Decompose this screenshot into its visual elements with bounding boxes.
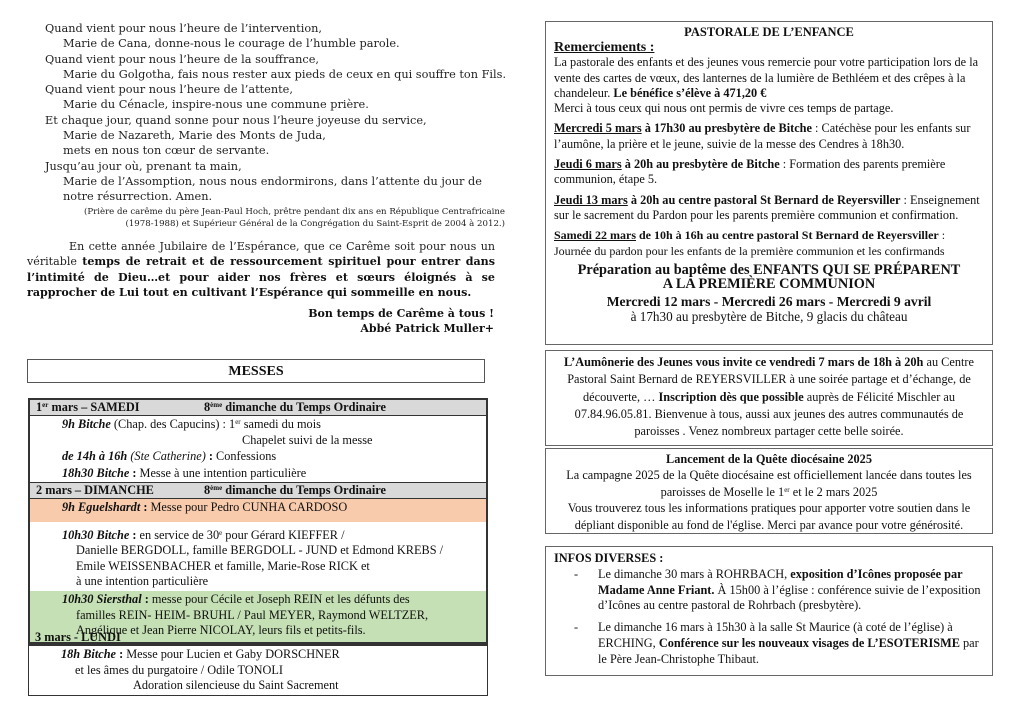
- bullet-dash-icon: -: [574, 566, 579, 581]
- thanks-paragraph: La pastorale des enfants et des jeunes vous remercie pour votre participation lors de la vente des cartes de vœux, des lanternes de la lumière de Bethléem et des crêpes à la chandeleur. Le bénéfice s’élève à 471,20 € Merci à tous ceux qui nous ont permis de vivre ces temps de partage.: [554, 55, 979, 116]
- day-liturgy: 8ème dimanche du Temps Ordinaire: [204, 483, 386, 498]
- bapteme-heading: Préparation au baptême des ENFANTS QUI SE PRÉPARENT A LA PREMIÈRE COMMUNION: [577, 261, 961, 293]
- day-date: 2 mars – DIMANCHE: [36, 483, 154, 498]
- prayer-line: Quand vient pour nous l’heure de l’attente,: [45, 83, 293, 97]
- mass-entry: 10h30 Bitche : en service de 30e pour Gérard KIEFFER / Danielle BERGDOLL, famille BERGDOLL - JUND et Edmond KREBS / Emile WEISSENBACHER et famille, Marie-Rose RICK et à une intention particulière: [62, 527, 444, 589]
- infos-diverses-box: [545, 546, 993, 676]
- bapteme-place: à 17h30 au presbytère de Bitche, 9 glacis du château: [630, 309, 908, 325]
- box-title: INFOS DIVERSES :: [554, 551, 664, 565]
- messes-table-monday: [28, 630, 488, 696]
- infos-list: [554, 567, 984, 668]
- quete-line: Vous trouverez tous les informations pratiques pour apporter votre soutien dans le dépliant disponible au fond de l'église. Merci par avance pour votre générosité.: [567, 501, 971, 532]
- event-item: Jeudi 6 mars à 20h au presbytère de Bitche : Formation des parents première communion, étape 5.: [554, 157, 946, 187]
- mass-entry-highlighted: 10h30 Siersthal : messe pour Cécile et Joseph REIN et les défunts des familles REIN- HEIM- BRUHL / Paul MEYER, Raymond WELTZER, Angélique et Jean Pierre NICOLAY, leurs fils et petits-fils.: [30, 591, 486, 643]
- signature-block: [308, 306, 494, 336]
- event-item: Samedi 22 mars de 10h à 16h au centre pastoral St Bernard de Reyersviller : Journée du pardon pour les enfants de la première communion et les confirmands: [554, 228, 946, 258]
- box-title: PASTORALE DE L’ENFANCE: [684, 25, 854, 39]
- day-header-dimanche: [30, 482, 486, 499]
- prayer-line: Et chaque jour, quand sonne pour nous l’heure joyeuse du service,: [45, 113, 427, 127]
- exhortation-bold: temps de retrait et de ressourcement spirituel pour entrer dans l’intimité de Dieu…et pour aider nos frères et sœurs éloignés à se rapprocher de Lui tout en cultivant l’Espérance qui sommeille en nous.: [27, 255, 495, 300]
- messes-table: [28, 398, 488, 646]
- aumonerie-box: L’Aumônerie des Jeunes vous invite ce vendredi 7 mars de 18h à 20h au Centre Pastoral Saint Bernard de REYERSVILLER à une soirée partage et d’échange, de découverte, … Inscription dès que possible auprès de Félicité Mischler au 07.84.96.05.81. Bienvenue à tous, aussi aux jeunes des autres communautés de paroisses . Venez nombreux partager cette belle soirée.: [545, 350, 993, 446]
- day-date: 1er mars – SAMEDI: [36, 400, 140, 414]
- prayer-line: Marie de Nazareth, Marie des Monts de Juda,: [63, 129, 326, 143]
- event-item: Jeudi 13 mars à 20h au centre pastoral St Bernard de Reyersviller : Enseignement sur le sacrement du Pardon pour les parents première communion et confirmation.: [554, 192, 980, 222]
- remerciements-heading: Remerciements :: [554, 40, 655, 56]
- day-liturgy: 8ème dimanche du Temps Ordinaire: [204, 400, 386, 414]
- signoff: Bon temps de Carême à tous !: [308, 307, 494, 320]
- prayer-line: Marie du Cénacle, inspire-nous une commune prière.: [63, 98, 369, 112]
- pastorale-enfance-box: [545, 21, 993, 345]
- mass-entry: 9h Bitche (Chap. des Capucins) : 1er samedi du mois Chapelet suivi de la messe: [62, 417, 373, 447]
- bapteme-dates: Mercredi 12 mars - Mercredi 26 mars - Mercredi 9 avril: [606, 293, 932, 309]
- bullet-dash-icon: -: [574, 620, 579, 635]
- mass-entry: 18h Bitche : Messe pour Lucien et Gaby DORSCHNER et les âmes du purgatoire / Odile TONOLI Adoration silencieuse du Saint Sacrement: [61, 647, 340, 693]
- info-item: - Le dimanche 16 mars à 15h30 à la salle St Maurice (à coté de l’église) à ERCHING, Conférence sur les nouveaux visages de L’ESOTERISME par le Père Jean-Christophe Thibaut.: [574, 620, 979, 666]
- info-item: - Le dimanche 30 mars à ROHRBACH, exposition d’Icônes proposée par Madame Anne Friant. À 15h00 à l’église : conférence suivie de l’exposition d’Icônes au centre pastoral de Rohrbach (presbytère).: [574, 566, 981, 613]
- signature: Abbé Patrick Muller+: [360, 322, 494, 335]
- prayer-line: Marie de l’Assomption, nous nous endormirons, dans l’attente du jour de notre résurrection. Amen.: [63, 174, 482, 204]
- messes-title: MESSES: [27, 359, 485, 383]
- prayer-citation: [45, 207, 505, 230]
- mass-entry: 18h30 Bitche : Messe à une intention particulière: [62, 465, 307, 480]
- exhortation-intro: En cette année Jubilaire de l’Espérance, que ce Carême soit pour nous un véritable: [27, 240, 495, 269]
- citation-line: (Prière de carême du père Jean-Paul Hoch, prêtre pendant dix ans en République Centrafricaine: [84, 207, 505, 217]
- event-item: Mercredi 5 mars à 17h30 au presbytère de Bitche : Catéchèse pour les enfants sur l’aumône, la prière et le jeune, suivie de la messe des Cendres à 18h30.: [554, 121, 971, 151]
- quete-diocesaine-box: [545, 448, 993, 534]
- prayer-line: Marie du Golgotha, fais nous rester aux pieds de ceux en qui souffre ton Fils.: [63, 67, 507, 81]
- prayer-line: Quand vient pour nous l’heure de la souffrance,: [45, 52, 319, 66]
- box-title: Lancement de la Quête diocésaine 2025: [666, 452, 872, 466]
- prayer-line: mets en nous ton cœur de servante.: [63, 144, 270, 158]
- prayer-line: Marie de Cana, donne-nous le courage de l’humble parole.: [63, 37, 400, 51]
- day-header-lundi: 3 mars - LUNDI: [29, 630, 487, 646]
- prayer-line: Quand vient pour nous l’heure de l’intervention,: [45, 22, 323, 35]
- mass-entry: de 14h à 16h (Ste Catherine) : Confessions: [62, 449, 277, 464]
- prayer-line: Jusqu’au jour où, prenant ta main,: [45, 159, 242, 173]
- day-header-samedi: [30, 400, 486, 416]
- mass-entry-highlighted: 9h Eguelshardt : Messe pour Pedro CUNHA CARDOSO: [30, 499, 486, 521]
- prayer-text: [45, 21, 505, 205]
- exhortation-paragraph: [27, 239, 495, 301]
- citation-line: (1978-1988) et Supérieur Général de la Congrégation du Saint-Esprit de 2004 à 2012.): [125, 218, 505, 229]
- quete-line: La campagne 2025 de la Quête diocésaine est officiellement lancée dans toutes les paroisses de Moselle le 1er et le 2 mars 2025: [566, 468, 972, 499]
